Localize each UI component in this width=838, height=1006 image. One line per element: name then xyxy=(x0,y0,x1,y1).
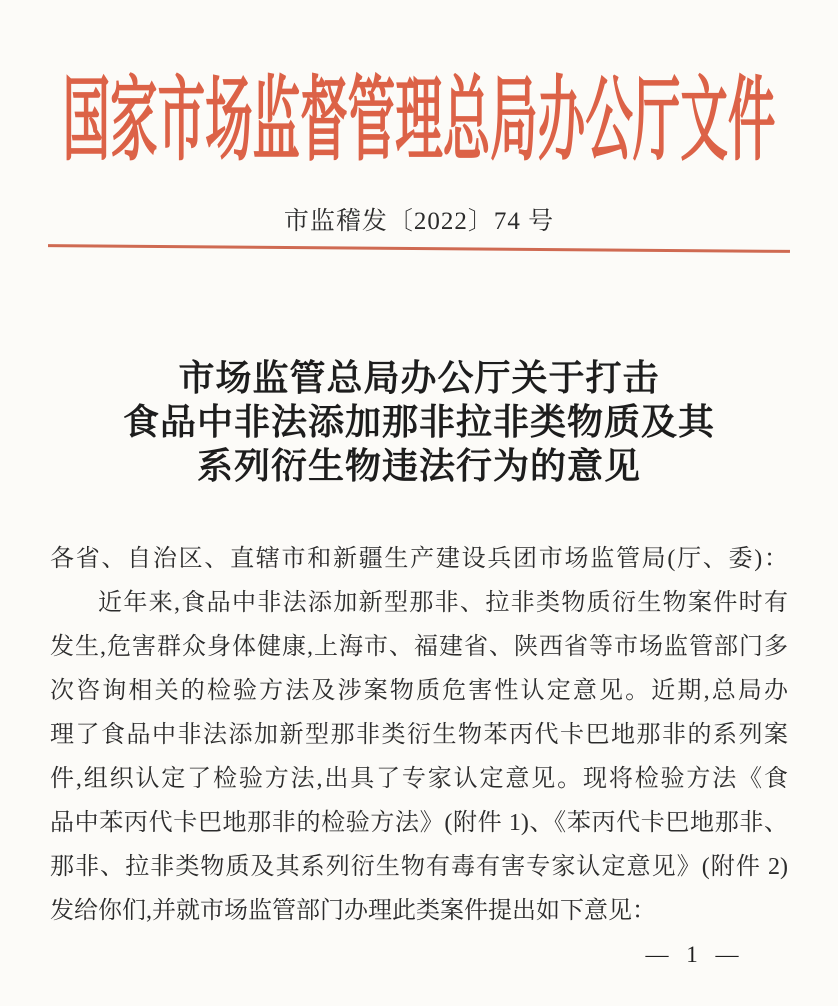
salutation-line: 各省、自治区、直辖市和新疆生产建设兵团市场监管局(厅、委)： xyxy=(50,546,788,572)
body-text-line: 发给你们,并就市场监管部门办理此类案件提出如下意见： xyxy=(50,898,656,924)
body-text-line: 品中苯丙代卡巴地那非的检验方法》(附件 1)、《苯丙代卡巴地那非、 xyxy=(50,810,788,836)
body-text-line: 次咨询相关的检验方法及涉案物质危害性认定意见。近期,总局办 xyxy=(50,678,788,704)
document-title xyxy=(0,356,838,488)
red-divider-rule xyxy=(48,244,790,253)
document-body xyxy=(50,537,788,933)
body-text-line: 件,组织认定了检验方法,出具了专家认定意见。现将检验方法《食 xyxy=(50,766,788,792)
body-text-line: 近年来,食品中非法添加新型那非、拉非类物质衍生物案件时有 xyxy=(98,590,788,616)
body-paragraph xyxy=(50,581,788,933)
title-line: 系列衍生物违法行为的意见 xyxy=(196,446,641,486)
document-number: 市监稽发〔2022〕74 号 xyxy=(283,208,555,235)
title-line: 市场监管总局办公厅关于打击 xyxy=(178,358,660,398)
body-text-line: 那非、拉非类物质及其系列衍生物有毒有害专家认定意见》(附件 2) xyxy=(50,854,788,880)
body-text-line: 理了食品中非法添加新型那非类衍生物苯丙代卡巴地那非的系列案 xyxy=(50,722,788,748)
page-number: — 1 — xyxy=(645,942,745,967)
title-line: 食品中非法添加那非拉非类物质及其 xyxy=(122,402,715,442)
body-text-line: 发生,危害群众身体健康,上海市、福建省、陕西省等市场监管部门多 xyxy=(50,634,788,660)
agency-header: 国家市场监督管理总局办公厅文件 xyxy=(62,70,776,173)
